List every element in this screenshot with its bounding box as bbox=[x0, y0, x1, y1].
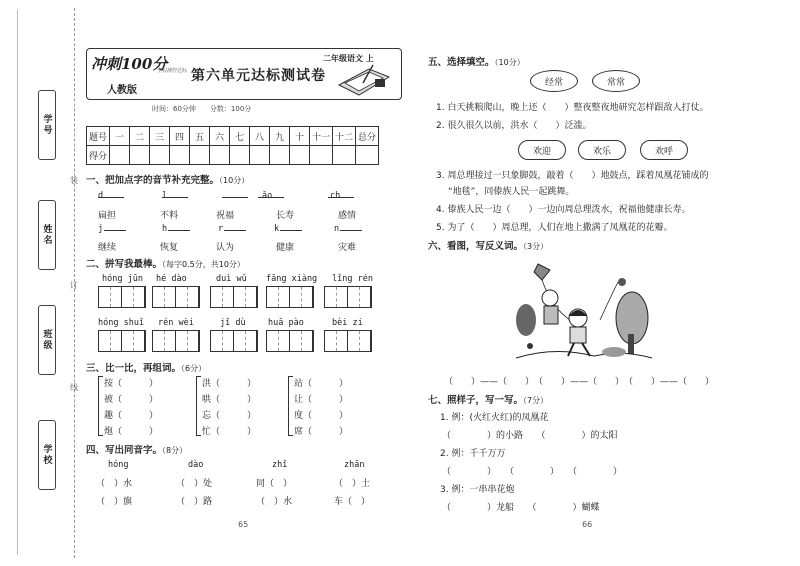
pinyin-blank[interactable]: k bbox=[274, 224, 280, 234]
school-field[interactable] bbox=[38, 420, 56, 490]
score-input[interactable] bbox=[230, 146, 250, 165]
kids-flying-kite-illustration bbox=[514, 258, 654, 362]
name-field[interactable] bbox=[38, 200, 56, 270]
pinyin: hóng shuǐ bbox=[98, 318, 145, 328]
score-input[interactable] bbox=[290, 146, 310, 165]
pinyin-blank[interactable]: r bbox=[218, 224, 224, 234]
compare-char-7[interactable]: 忘（ ） bbox=[202, 411, 257, 421]
score-input[interactable] bbox=[250, 146, 270, 165]
fill-blank-question[interactable]: 3. 周总理接过一只象脚鼓，敲着（ ）地鼓点，踩着凤凰花铺成的 bbox=[436, 171, 709, 181]
score-cell: 六 bbox=[210, 127, 230, 146]
score-input[interactable] bbox=[210, 146, 230, 165]
score-cell: 七 bbox=[230, 127, 250, 146]
score-cell: 十 bbox=[290, 127, 310, 146]
section-7-title bbox=[428, 392, 548, 406]
compare-char-6[interactable]: 哄（ ） bbox=[202, 395, 257, 405]
writing-grid[interactable] bbox=[152, 286, 200, 308]
pinyin: bèi zi bbox=[332, 318, 363, 328]
score-cell: 十二 bbox=[333, 127, 356, 146]
book-illustration-icon bbox=[335, 63, 393, 97]
page-number-left: 65 bbox=[238, 520, 249, 529]
score-cell: 三 bbox=[150, 127, 170, 146]
time-limit: 时间：60分钟 bbox=[152, 105, 196, 113]
score-row-label: 得分 bbox=[87, 146, 110, 165]
compare-char-3[interactable]: 趣（ ） bbox=[104, 411, 159, 421]
pinyin: lǐng rén bbox=[332, 274, 373, 284]
seal-char: 装 bbox=[70, 176, 78, 185]
edition-label: 人教版 bbox=[107, 85, 137, 96]
brand-logo: 冲刺100分 bbox=[91, 55, 168, 73]
score-cell: 五 bbox=[190, 127, 210, 146]
score-cell: 题号 bbox=[87, 127, 110, 146]
section-4-points: （8分） bbox=[162, 446, 188, 455]
score-input[interactable] bbox=[130, 146, 150, 165]
score-input[interactable] bbox=[110, 146, 130, 165]
pinyin: hóng jūn bbox=[102, 274, 143, 284]
pinyin-blank[interactable]: l bbox=[162, 191, 168, 201]
homophone-blank[interactable]: （ ）旗 bbox=[96, 497, 133, 507]
pinyin: duì wǔ bbox=[216, 274, 247, 284]
writing-grid[interactable] bbox=[210, 330, 258, 352]
question-continuation: “地毯”，同傣族人民一起跳舞。 bbox=[448, 187, 575, 197]
compare-char-8[interactable]: 忙（ ） bbox=[202, 427, 257, 437]
score-cell: 九 bbox=[270, 127, 290, 146]
pinyin: zhǐ bbox=[272, 460, 288, 470]
fill-blank-question[interactable]: 2. 很久很久以前，洪水（ ）泛滥。 bbox=[436, 121, 592, 131]
compare-char-12[interactable]: 席（ ） bbox=[294, 427, 349, 437]
name-label: 姓名 bbox=[41, 224, 52, 246]
brand-logo-sub: 全程测控达标 bbox=[157, 68, 188, 74]
section-6-title bbox=[428, 238, 548, 252]
word: 灾难 bbox=[338, 243, 357, 253]
score-table bbox=[86, 126, 379, 165]
writing-grid[interactable] bbox=[266, 286, 314, 308]
word: 扁担 bbox=[98, 211, 117, 221]
word-bubble: 欢迎 bbox=[518, 140, 566, 160]
compare-char-5[interactable]: 洪（ ） bbox=[202, 379, 257, 389]
section-5-title bbox=[428, 54, 525, 68]
example-question: 1. 例：(火红火红)的凤凰花 bbox=[440, 413, 549, 423]
score-cell: 一 bbox=[110, 127, 130, 146]
antonym-blanks[interactable]: （ ）——（ ） （ ）——（ ） （ ）——（ ） bbox=[444, 377, 715, 387]
word-cloud: 经常 bbox=[530, 70, 578, 92]
writing-grid[interactable] bbox=[324, 330, 372, 352]
fill-blank-question[interactable]: 4. 傣族人民一边（ ）一边向周总理泼水，祝福他健康长寿。 bbox=[436, 205, 691, 215]
school-label: 学校 bbox=[41, 444, 52, 466]
binding-sidebar bbox=[0, 0, 78, 566]
score-input[interactable] bbox=[170, 146, 190, 165]
page-number-right: 66 bbox=[582, 520, 593, 529]
word: 认为 bbox=[216, 243, 235, 253]
pinyin-blank[interactable]: h bbox=[162, 224, 168, 234]
section-4-title bbox=[86, 442, 187, 456]
score-cell: 十一 bbox=[310, 127, 333, 146]
pinyin-blank[interactable]: ch bbox=[330, 191, 341, 201]
section-2-title bbox=[86, 256, 245, 270]
score-input[interactable] bbox=[310, 146, 333, 165]
section-2-heading: 二、拼写我最棒。 bbox=[86, 259, 163, 270]
section-5-heading: 五、选择填空。 bbox=[428, 57, 495, 68]
word: 长寿 bbox=[276, 211, 295, 221]
section-1-points: （10分） bbox=[219, 176, 250, 185]
compare-char-4[interactable]: 炮（ ） bbox=[104, 427, 159, 437]
compare-char-1[interactable]: 按（ ） bbox=[104, 379, 159, 389]
homophone-blank[interactable]: 车（ ） bbox=[334, 497, 371, 507]
student-id-label: 学号 bbox=[41, 114, 52, 136]
word: 恢复 bbox=[160, 243, 179, 253]
pinyin: hé dào bbox=[156, 274, 187, 284]
section-3-heading: 三、比一比，再组词。 bbox=[86, 363, 182, 374]
imitation-blanks[interactable]: （ ） （ ） （ ） bbox=[442, 467, 623, 477]
compare-char-2[interactable]: 被（ ） bbox=[104, 395, 159, 405]
pinyin-blank[interactable]: j bbox=[98, 224, 104, 234]
time-score-line bbox=[152, 104, 251, 114]
score-table-score-row bbox=[87, 146, 379, 165]
section-7-points: （7分） bbox=[523, 396, 549, 405]
score-input[interactable] bbox=[190, 146, 210, 165]
imitation-blanks[interactable]: （ ）的小路 （ ）的太阳 bbox=[442, 431, 618, 441]
seal-char: 订 bbox=[70, 281, 78, 290]
score-input[interactable] bbox=[150, 146, 170, 165]
class-field[interactable] bbox=[38, 305, 56, 375]
section-3-title bbox=[86, 360, 206, 374]
total-score: 分数：100分 bbox=[209, 105, 252, 113]
section-3-points: （6分） bbox=[181, 364, 207, 373]
score-input[interactable] bbox=[270, 146, 290, 165]
exam-header bbox=[86, 48, 402, 100]
fold-line bbox=[17, 10, 18, 555]
pinyin: fāng xiàng bbox=[266, 274, 318, 284]
pinyin: rén wèi bbox=[158, 318, 194, 328]
class-label: 班级 bbox=[41, 329, 52, 351]
score-input[interactable] bbox=[333, 146, 356, 165]
pinyin: huā pào bbox=[268, 318, 304, 328]
score-cell: 总分 bbox=[356, 127, 379, 146]
kite-icon bbox=[534, 264, 550, 280]
example-question: 3. 例：一串串花炮 bbox=[440, 485, 515, 495]
pinyin: zhān bbox=[344, 460, 365, 470]
word: 感情 bbox=[338, 211, 357, 221]
compare-char-9[interactable]: 站（ ） bbox=[294, 379, 349, 389]
section-4-heading: 四、写出同音字。 bbox=[86, 445, 163, 456]
section-6-points: （3分） bbox=[523, 242, 549, 251]
grade-label: 二年级语文 上 bbox=[323, 54, 374, 63]
homophone-blank[interactable]: （ ）水 bbox=[96, 479, 133, 489]
homophone-blank[interactable]: 同（ ） bbox=[256, 479, 293, 489]
writing-grid[interactable] bbox=[324, 286, 372, 308]
writing-grid[interactable] bbox=[98, 330, 146, 352]
pinyin: dào bbox=[188, 460, 204, 470]
student-id-field[interactable] bbox=[38, 90, 56, 160]
imitation-blanks[interactable]: （ ）龙船 （ ）蝴蝶 bbox=[442, 503, 600, 513]
pinyin-blank[interactable]: d bbox=[98, 191, 104, 201]
word-bubble: 欢呼 bbox=[640, 140, 688, 160]
score-input[interactable] bbox=[356, 146, 379, 165]
writing-grid[interactable] bbox=[266, 330, 314, 352]
section-6-heading: 六、看图，写反义词。 bbox=[428, 241, 524, 252]
word: 继续 bbox=[98, 243, 117, 253]
example-question: 2. 例：千千万万 bbox=[440, 449, 506, 459]
seal-char: 线 bbox=[70, 383, 78, 392]
score-cell: 八 bbox=[250, 127, 270, 146]
score-table-header-row bbox=[87, 127, 379, 146]
score-cell: 四 bbox=[170, 127, 190, 146]
pinyin: hóng bbox=[108, 460, 129, 470]
section-1-title bbox=[86, 172, 249, 186]
pinyin: jǐ dù bbox=[220, 318, 246, 328]
section-5-points: （10分） bbox=[494, 58, 525, 67]
pinyin-blank[interactable]: ǎo bbox=[262, 191, 273, 201]
fill-blank-question[interactable]: 1. 白天挑粮爬山，晚上还（ ）整夜整夜地研究怎样跟敌人打仗。 bbox=[436, 103, 709, 113]
word: 祝福 bbox=[216, 211, 235, 221]
homophone-blank[interactable]: （ ）处 bbox=[176, 479, 213, 489]
word-bubble: 欢乐 bbox=[578, 140, 626, 160]
section-2-points: （每字0.5分，共10分） bbox=[162, 260, 245, 269]
section-1-heading: 一、把加点字的音节补充完整。 bbox=[86, 175, 220, 186]
pinyin-blank[interactable]: n bbox=[334, 224, 340, 234]
word-cloud: 常常 bbox=[592, 70, 640, 92]
score-cell: 二 bbox=[130, 127, 150, 146]
homophone-blank[interactable]: （ ）路 bbox=[176, 497, 213, 507]
writing-grid[interactable] bbox=[152, 330, 200, 352]
word: 不料 bbox=[160, 211, 179, 221]
compare-char-11[interactable]: 度（ ） bbox=[294, 411, 349, 421]
section-7-heading: 七、照样子，写一写。 bbox=[428, 395, 524, 406]
writing-grid[interactable] bbox=[210, 286, 258, 308]
compare-char-10[interactable]: 让（ ） bbox=[294, 395, 349, 405]
word: 健康 bbox=[276, 243, 295, 253]
homophone-blank[interactable]: （ ）水 bbox=[256, 497, 293, 507]
exam-title: 第六单元达标测试卷 bbox=[191, 68, 326, 84]
homophone-blank[interactable]: （ ）土 bbox=[334, 479, 371, 489]
fill-blank-question[interactable]: 5. 为了（ ）周总理，人们在地上撒满了凤凰花的花瓣。 bbox=[436, 223, 673, 233]
writing-grid[interactable] bbox=[98, 286, 146, 308]
